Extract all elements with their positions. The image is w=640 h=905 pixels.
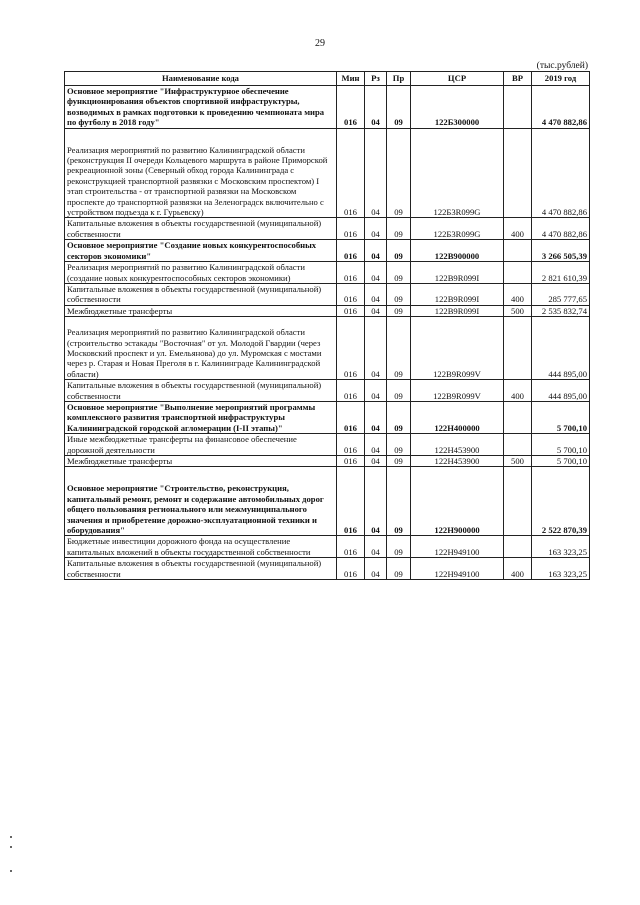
row-name: Основное мероприятие "Строительство, реконструкция, капитальный ремонт, ремонт и содержание автомобильных дорог общего пользования регионального или межмуниципального значения и приобретение дорожно-эксплуатационной техники и оборудования" xyxy=(67,483,324,536)
row-vr xyxy=(504,317,532,380)
row-min: 016 xyxy=(337,86,365,129)
row-csr: 122В9R099V xyxy=(411,317,504,380)
row-amount: 5 700,10 xyxy=(532,456,590,467)
budget-table xyxy=(64,71,590,580)
row-csr: 122В9R099I xyxy=(411,283,504,305)
row-vr: 500 xyxy=(504,305,532,316)
header-pr: Пр xyxy=(387,72,411,86)
row-rz: 04 xyxy=(365,434,387,456)
row-amount: 2 535 832,74 xyxy=(532,305,590,316)
row-rz: 04 xyxy=(365,467,387,536)
row-vr: 500 xyxy=(504,456,532,467)
row-name: Капитальные вложения в объекты государственной (муниципальной) собственности xyxy=(65,380,337,402)
header-year: 2019 год xyxy=(532,72,590,86)
row-pr: 09 xyxy=(387,456,411,467)
row-csr: 122Н949100 xyxy=(411,536,504,558)
row-min: 016 xyxy=(337,240,365,262)
row-pr: 09 xyxy=(387,317,411,380)
row-pr: 09 xyxy=(387,536,411,558)
row-pr: 09 xyxy=(387,240,411,262)
row-min: 016 xyxy=(337,380,365,402)
table-row xyxy=(65,305,590,316)
row-csr: 122В9R099I xyxy=(411,305,504,316)
header-csr: ЦСР xyxy=(411,72,504,86)
row-csr: 122В9R099I xyxy=(411,262,504,284)
row-vr xyxy=(504,240,532,262)
row-name: Основное мероприятие "Инфраструктурное обеспечение функционирования объектов спортивной инфраструктуры, возводимых в рамках подготовки к проведению чемпионата мира по футболу в 2018 году" xyxy=(65,86,337,129)
row-rz: 04 xyxy=(365,240,387,262)
row-amount: 444 895,00 xyxy=(532,380,590,402)
row-name: Основное мероприятие "Создание новых конкурентоспособных секторов экономики" xyxy=(65,240,337,262)
row-rz: 04 xyxy=(365,283,387,305)
row-rz: 04 xyxy=(365,262,387,284)
row-amount: 4 470 882,86 xyxy=(532,218,590,240)
row-rz: 04 xyxy=(365,380,387,402)
table-row xyxy=(65,558,590,580)
row-min: 016 xyxy=(337,456,365,467)
header-min: Мин xyxy=(337,72,365,86)
table-row xyxy=(65,86,590,129)
table-row xyxy=(65,467,590,536)
table-row xyxy=(65,380,590,402)
row-vr: 400 xyxy=(504,558,532,580)
row-csr: 122Б3R099G xyxy=(411,128,504,218)
row-rz: 04 xyxy=(365,558,387,580)
row-rz: 04 xyxy=(365,536,387,558)
row-csr: 122Б300000 xyxy=(411,86,504,129)
scan-mark xyxy=(10,846,12,848)
row-pr: 09 xyxy=(387,218,411,240)
table-row xyxy=(65,128,590,218)
row-amount: 4 470 882,86 xyxy=(532,86,590,129)
row-csr: 122Н453900 xyxy=(411,434,504,456)
row-min: 016 xyxy=(337,558,365,580)
table-row xyxy=(65,240,590,262)
row-min: 016 xyxy=(337,401,365,433)
row-amount: 163 323,25 xyxy=(532,536,590,558)
row-pr: 09 xyxy=(387,262,411,284)
table-row xyxy=(65,218,590,240)
row-pr: 09 xyxy=(387,380,411,402)
row-pr: 09 xyxy=(387,434,411,456)
row-name: Основное мероприятие "Выполнение мероприятий программы комплексного развития транспортной инфраструктуры Калининградской городской агломерации (I-II этапы)" xyxy=(65,401,337,433)
row-name: Иные межбюджетные трансферты на финансовое обеспечение дорожной деятельности xyxy=(65,434,337,456)
row-name: Реализация мероприятий по развитию Калининградской области (создание новых конкурентоспособных секторов экономики) xyxy=(65,262,337,284)
row-name: Капитальные вложения в объекты государственной (муниципальной) собственности xyxy=(65,218,337,240)
row-name: Капитальные вложения в объекты государственной (муниципальной) собственности xyxy=(65,558,337,580)
row-rz: 04 xyxy=(365,218,387,240)
row-amount: 444 895,00 xyxy=(532,317,590,380)
row-pr: 09 xyxy=(387,558,411,580)
row-min: 016 xyxy=(337,536,365,558)
table-row xyxy=(65,434,590,456)
row-pr: 09 xyxy=(387,467,411,536)
row-csr: 122Б3R099G xyxy=(411,218,504,240)
row-min: 016 xyxy=(337,128,365,218)
row-pr: 09 xyxy=(387,401,411,433)
row-min: 016 xyxy=(337,262,365,284)
row-name: Реализация мероприятий по развитию Калининградской области (строительство эстакады "Восточная" от ул. Молодой Гвардии (через Московский проспект и ул. Емельянова) до ул. Муромская с мостами через р. Старая и Новая Преголя в г. Калининграде Калининградской области) xyxy=(67,327,322,379)
units-label: (тыс.рублей) xyxy=(536,61,588,71)
row-min: 016 xyxy=(337,218,365,240)
row-rz: 04 xyxy=(365,456,387,467)
table-row xyxy=(65,536,590,558)
row-name: Межбюджетные трансферты xyxy=(65,305,337,316)
row-vr xyxy=(504,401,532,433)
row-vr xyxy=(504,128,532,218)
table-row xyxy=(65,262,590,284)
row-name: Реализация мероприятий по развитию Калининградской области (реконструкция II очереди Кольцевого маршрута в районе Приморской рекреационной зоны (Северный обход города Калининграда с реконструкцией транспортной развязки с Московским проспектом) I этап строительства - от транспортной развязки на Московском проспекте до транспортной развязки на Зеленоградск включительно с устройством подъезда к г. Гурьевску) xyxy=(67,144,328,218)
page-number: 29 xyxy=(315,38,325,49)
row-csr: 122Н453900 xyxy=(411,456,504,467)
row-csr: 122Н949100 xyxy=(411,558,504,580)
row-rz: 04 xyxy=(365,317,387,380)
table-row xyxy=(65,283,590,305)
row-amount: 3 266 505,39 xyxy=(532,240,590,262)
row-name: Межбюджетные трансферты xyxy=(65,456,337,467)
row-rz: 04 xyxy=(365,305,387,316)
header-name: Наименование кода xyxy=(65,72,337,86)
header-rz: Рз xyxy=(365,72,387,86)
row-name: Бюджетные инвестиции дорожного фонда на осуществление капитальных вложений в объекты государственной собственности xyxy=(65,536,337,558)
row-rz: 04 xyxy=(365,86,387,129)
row-csr: 122В9R099V xyxy=(411,380,504,402)
row-rz: 04 xyxy=(365,401,387,433)
row-amount: 2 522 870,39 xyxy=(532,467,590,536)
table-header-row xyxy=(65,72,590,86)
row-csr: 122В900000 xyxy=(411,240,504,262)
scan-mark xyxy=(10,836,12,838)
row-rz: 04 xyxy=(365,128,387,218)
row-pr: 09 xyxy=(387,128,411,218)
row-amount: 5 700,10 xyxy=(532,401,590,433)
row-vr xyxy=(504,536,532,558)
row-vr: 400 xyxy=(504,283,532,305)
row-pr: 09 xyxy=(387,86,411,129)
header-vr: ВР xyxy=(504,72,532,86)
row-vr xyxy=(504,434,532,456)
row-vr: 400 xyxy=(504,218,532,240)
row-min: 016 xyxy=(337,283,365,305)
scan-mark xyxy=(10,870,12,872)
row-min: 016 xyxy=(337,305,365,316)
row-amount: 2 821 610,39 xyxy=(532,262,590,284)
table-row xyxy=(65,401,590,433)
row-vr xyxy=(504,467,532,536)
table-row xyxy=(65,456,590,467)
row-csr: 122Н900000 xyxy=(411,467,504,536)
row-amount: 163 323,25 xyxy=(532,558,590,580)
row-amount: 4 470 882,86 xyxy=(532,128,590,218)
row-vr xyxy=(504,86,532,129)
row-pr: 09 xyxy=(387,283,411,305)
row-min: 016 xyxy=(337,434,365,456)
row-vr xyxy=(504,262,532,284)
row-pr: 09 xyxy=(387,305,411,316)
row-amount: 5 700,10 xyxy=(532,434,590,456)
row-min: 016 xyxy=(337,467,365,536)
row-name: Капитальные вложения в объекты государственной (муниципальной) собственности xyxy=(65,283,337,305)
row-amount: 285 777,65 xyxy=(532,283,590,305)
row-csr: 122Н400000 xyxy=(411,401,504,433)
row-min: 016 xyxy=(337,317,365,380)
row-vr: 400 xyxy=(504,380,532,402)
table-row xyxy=(65,317,590,380)
